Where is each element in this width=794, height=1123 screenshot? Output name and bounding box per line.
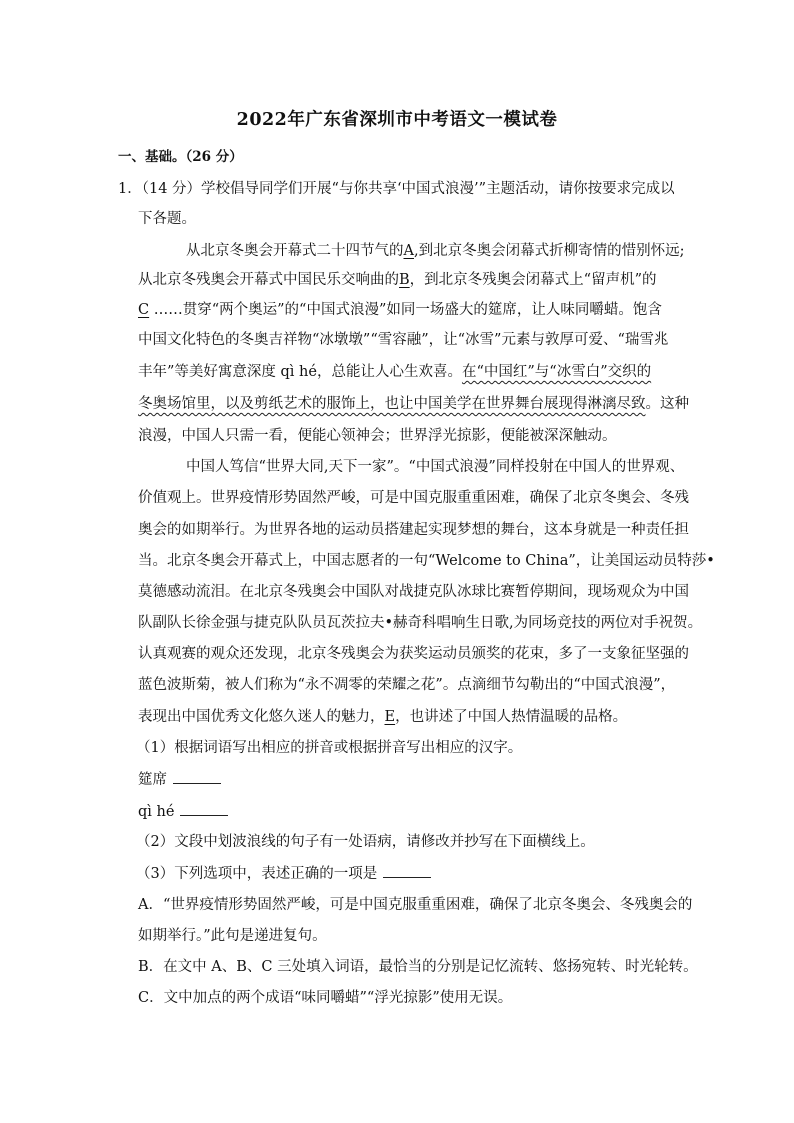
passage-line: 从北京冬奥会开幕式二十四节气的A,到北京冬奥会闭幕式折柳寄情的惜别怀远; [186,243,685,259]
blank-e-marker: E [384,709,396,725]
subquestion-1-item-a: 筵席 [138,769,221,790]
option-a-line-2: 如期举行。”此句是递进复句。 [138,928,327,944]
passage-line: 中国人笃信“世界大同,天下一家”。“中国式浪漫”同样投射在中国人的世界观、 [186,459,685,475]
passage-line: 奥会的如期举行。为世界各地的运动员搭建起实现梦想的舞台，这本身就是一种责任担 [138,522,689,538]
question-1-line-2: 下各题。 [138,211,196,227]
passage-line: 当。北京冬奥会开幕式上，中国志愿者的一句“Welcome to China”，让美国运动员特莎• [138,553,715,569]
subquestion-2: （2）文段中划波浪线的句子有一处语病，请修改并抄写在下面横线上。 [136,834,595,850]
passage-line: 冬奥场馆里，以及剪纸艺术的服饰上，也让中国美学在世界舞台展现得淋漓尽致。这种 [138,396,689,412]
passage-line: 价值观上。世界疫情形势固然严峻，可是中国克服重重困难，确保了北京冬奥会、冬残 [138,490,689,506]
page-title: 2022年广东省深圳市中考语文一模试卷 [236,110,558,130]
answer-blank[interactable] [173,769,221,784]
blank-b-marker: B [399,272,410,288]
passage-line: 丰年”等美好寓意深度 qì hé，总能让人心生欢喜。在“中国红”与“冰雪白”交织的 [138,364,652,380]
blank-c-marker: C [138,302,150,318]
passage-line: 队副队长徐金强与捷克队队员瓦茨拉夫•赫奇科唱响生日歌,为同场竞技的两位对手祝贺。 [138,615,703,631]
passage-line: 表现出中国优秀文化悠久迷人的魅力，E，也讲述了中国人热情温暖的品格。 [138,709,628,725]
subquestion-1-item-b: qì hé [138,801,228,822]
question-1-line-1: 1．（14 分）学校倡导同学们开展“与你共享‘中国式浪漫’”主题活动，请你按要求完成以 [118,181,675,197]
subquestion-3: （3）下列选项中，表述正确的一项是 [136,863,431,884]
option-c: C．文中加点的两个成语“味同嚼蜡”“浮光掠影”使用无误。 [138,990,513,1006]
section-heading: 一、基础。（26 分） [118,149,243,165]
option-b: B．在文中 A、B、C 三处填入词语，最恰当的分别是记忆流转、悠扬宛转、时光轮转。 [138,959,698,975]
option-a-line-1: A．“世界疫情形势固然严峻，可是中国克服重重困难，确保了北京冬奥会、冬残奥会的 [138,897,693,913]
subquestion-1: （1）根据词语写出相应的拼音或根据拼音写出相应的汉字。 [136,740,523,756]
passage-line: 蓝色波斯菊，被人们称为“永不凋零的荣耀之花”。点滴细节勾勒出的“中国式浪漫”， [138,677,676,693]
passage-line: 中国文化特色的冬奥吉祥物“冰墩墩”“雪容融”，让“冰雪”元素与敦厚可爱、“瑞雪兆 [138,332,669,348]
blank-a-marker: A [403,243,414,259]
passage-line: 浪漫，中国人只需一看，便能心领神会；世界浮光掠影，便能被深深触动。 [138,428,617,444]
answer-blank[interactable] [383,863,431,878]
wavy-underlined-sentence: 在“中国红”与“冰雪白”交织的 [461,364,652,380]
wavy-underlined-sentence: 冬奥场馆里，以及剪纸艺术的服饰上，也让中国美学在世界舞台展现得淋漓尽致 [138,396,646,412]
passage-line: C ……贯穿“两个奥运”的“中国式浪漫”如同一场盛大的筵席，让人味同嚼蜡。饱含 [138,302,662,318]
answer-blank[interactable] [180,801,228,816]
passage-line: 认真观赛的观众还发现，北京冬残奥会为获奖运动员颁奖的花束，多了一支象征坚强的 [138,646,689,662]
passage-line: 从北京冬残奥会开幕式中国民乐交响曲的B，到北京冬残奥会闭幕式上“留声机”的 [138,272,657,288]
passage-line: 莫德感动流泪。在北京冬残奥会中国队对战捷克队冰球比赛暂停期间，现场观众为中国 [138,584,689,600]
